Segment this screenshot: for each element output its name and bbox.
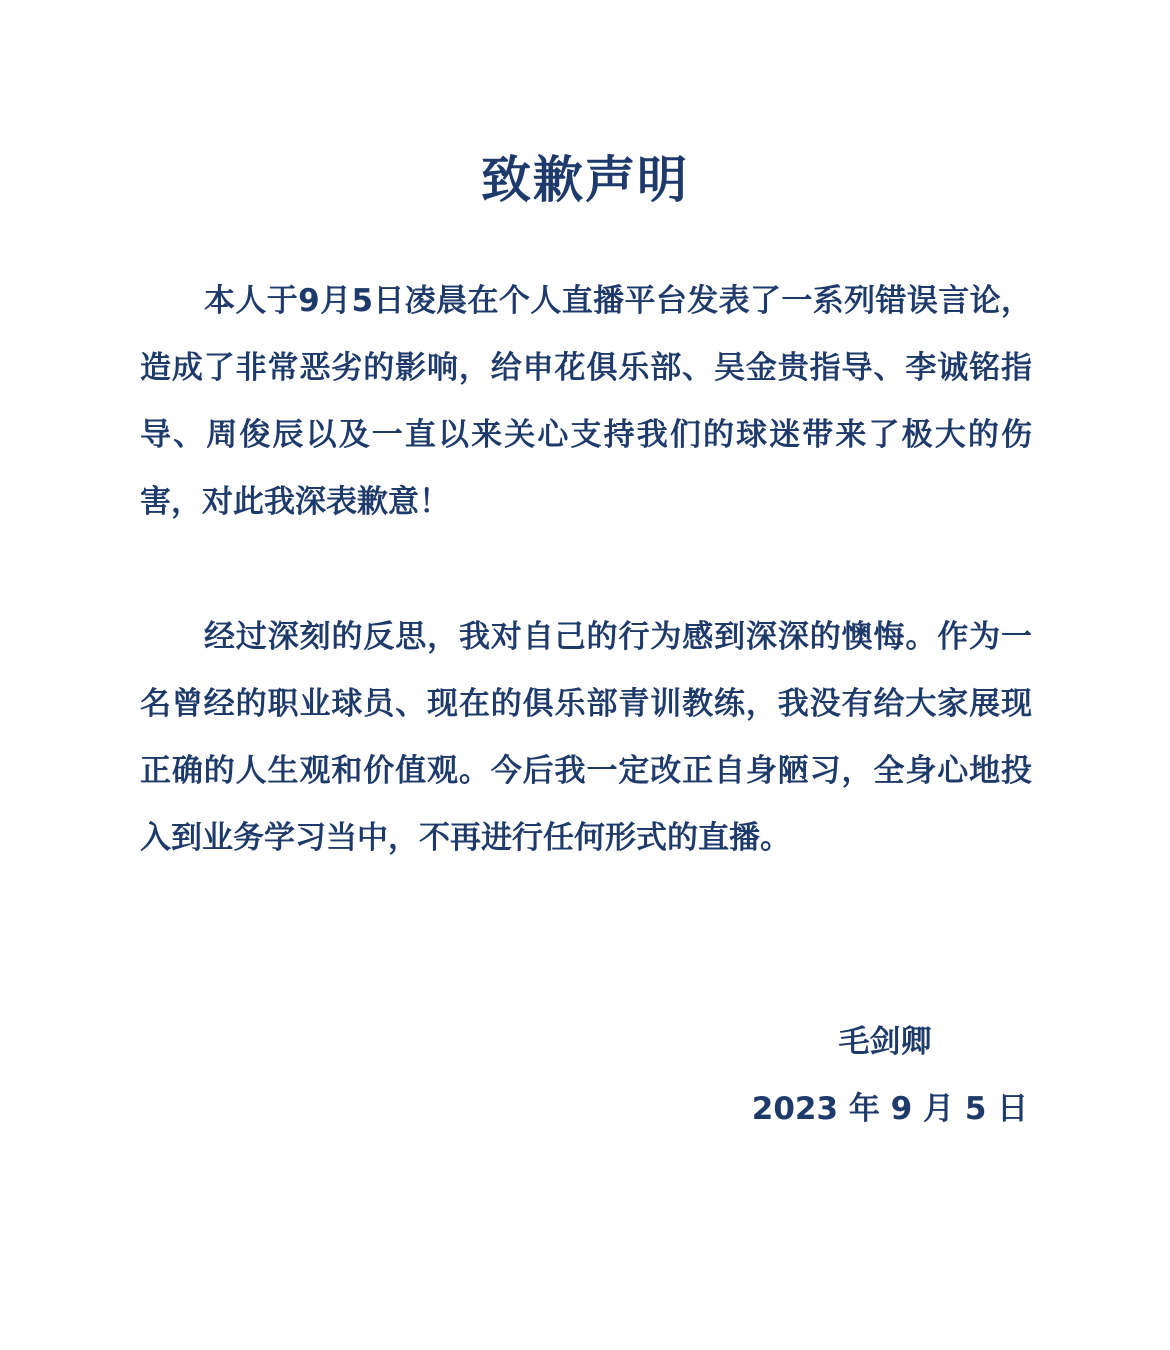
statement-paragraph-2: 经过深刻的反思，我对自己的行为感到深深的懊悔。作为一名曾经的职业球员、现在的俱乐部青训教练，我没有给大家展现正确的人生观和价值观。今后我一定改正自身陋习，全身心地投入到业务学习当中，不再进行任何形式的直播。: [140, 619, 1032, 856]
signature: 毛剑卿: [838, 1024, 932, 1060]
page-title: 致歉声明: [481, 151, 689, 209]
statement-date: 2023 年 9 月 5 日: [751, 1091, 1029, 1127]
statement-paragraph-1: 本人于9月5日凌晨在个人直播平台发表了一系列错误言论，造成了非常恶劣的影响，给申花俱乐部、吴金贵指导、李诚铭指导、周俊辰以及一直以来关心支持我们的球迷带来了极大的伤害，对此我深表歉意！: [140, 283, 1032, 520]
